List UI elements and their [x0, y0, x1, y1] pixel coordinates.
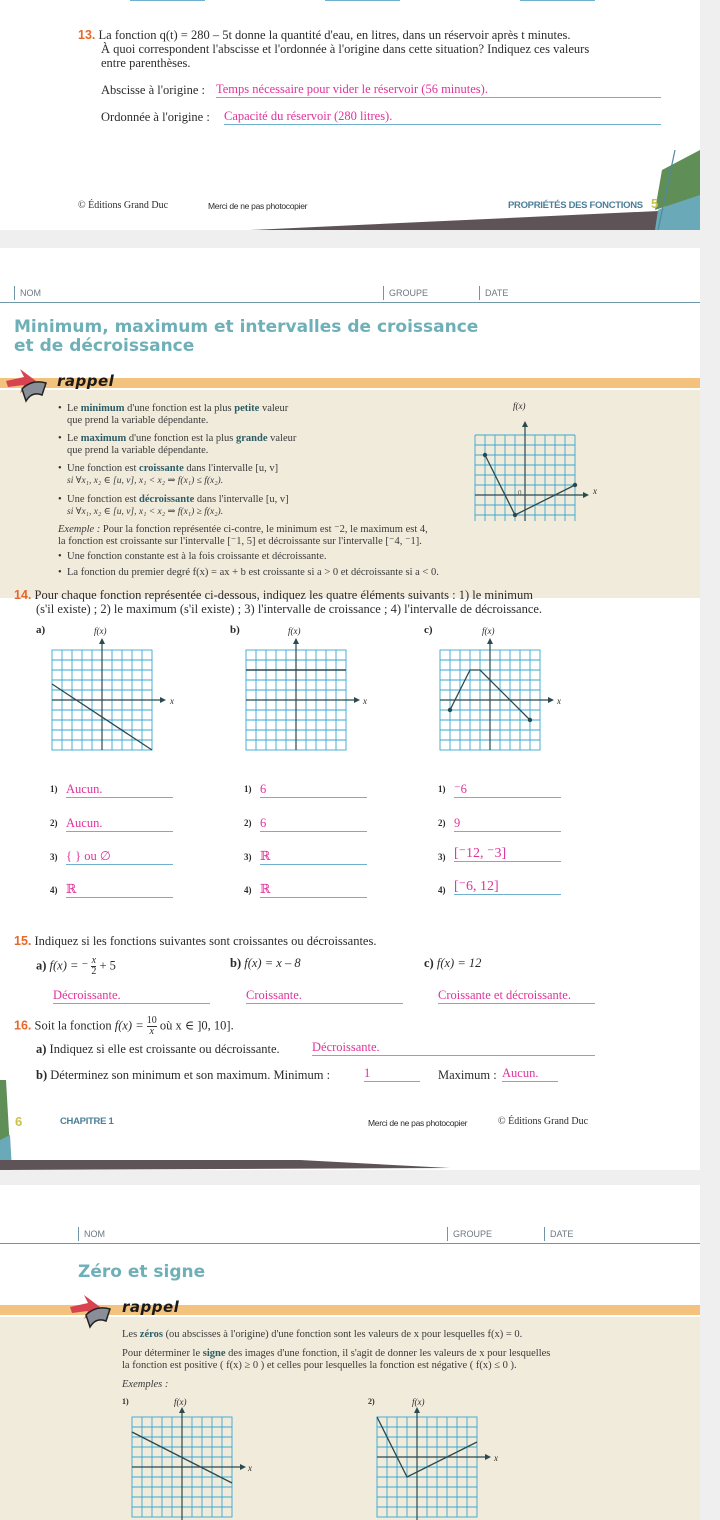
question-14: 14. Pour chaque fonction représentée ci-dessous, indiquez les quatre éléments suivants : 1) le minimum: [14, 588, 533, 602]
answer-field[interactable]: [⁻6, 12]: [454, 879, 561, 895]
rappel-label: rappel: [57, 372, 115, 390]
page-number: 5: [651, 196, 659, 211]
q16-part-a: a) Indiquez si elle est croissante ou décroissante.: [36, 1042, 280, 1056]
graph-x-label: x: [557, 696, 561, 706]
page-corner-decoration: [0, 150, 700, 230]
answer-field[interactable]: Aucun.: [66, 782, 173, 798]
page-title: et de décroissance: [14, 336, 195, 356]
graph-y-label: f(x): [174, 1397, 187, 1407]
footer-chapter: CHAPITRE 1: [60, 1116, 114, 1127]
nom-field[interactable]: NOM: [78, 1227, 105, 1241]
date-field[interactable]: DATE: [479, 286, 508, 300]
answer-line: [325, 0, 400, 1]
answer-field[interactable]: ⁻6: [454, 782, 561, 798]
q16-minimum-field[interactable]: 1: [364, 1066, 420, 1082]
rappel-graph-svg: [473, 411, 608, 521]
page-number: 6: [15, 1114, 23, 1129]
part-b-label: b): [230, 624, 240, 636]
maximum-label: Maximum :: [438, 1068, 497, 1082]
graph-x-label: x: [593, 486, 597, 496]
graph-y-label: f(x): [482, 626, 495, 636]
question-13: [78, 28, 678, 43]
footer-section-title: PROPRIÉTÉS DES FONCTIONS: [508, 200, 643, 211]
question-16: 16. Soit la fonction f(x) = $\frac{10}{x}$ où x ∈ ]0, 10].: [14, 1015, 234, 1037]
q15c-answer-field[interactable]: Croissante et décroissante.: [438, 988, 595, 1004]
groupe-field[interactable]: GROUPE: [383, 286, 428, 300]
answer-line: [130, 0, 205, 1]
answer-field[interactable]: { } ou ∅: [66, 849, 173, 865]
student-info-header: [0, 282, 700, 303]
answer-field[interactable]: 6: [260, 782, 367, 798]
nom-field[interactable]: NOM: [14, 286, 41, 300]
example-2-graph: [375, 1405, 505, 1520]
graph-origin-label: 0: [518, 489, 522, 497]
graph-a: [50, 636, 180, 766]
question-text: entre parenthèses.: [101, 56, 191, 70]
graph-y-label: f(x): [513, 401, 526, 411]
footer-copyright: © Éditions Grand Duc: [78, 200, 169, 211]
footer-copyright: © Éditions Grand Duc: [498, 1116, 589, 1127]
part-c-label: c): [424, 624, 433, 636]
graph-c: [438, 636, 568, 766]
answer-field[interactable]: ℝ: [66, 882, 173, 898]
rappel-signe: Pour déterminer le signe des images d'une fonction, il s'agit de donner les valeurs de x pour lesquelles la fonction est positive ( f(x) ≥ 0 ) et celles pour lesquelles la fonction est négative ( f(x) ≤ 0 ).: [122, 1348, 551, 1371]
q16-part-b: b) Déterminez son minimum et son maximum. Minimum :: [36, 1068, 331, 1082]
groupe-field[interactable]: GROUPE: [447, 1227, 492, 1241]
ordonnee-answer-field[interactable]: Capacité du réservoir (280 litres).: [224, 109, 661, 125]
rappel-bullet-constante: • Une fonction constante est à la fois croissante et décroissante.: [67, 551, 327, 563]
rappel-label: rappel: [122, 1298, 180, 1316]
answer-field[interactable]: 9: [454, 816, 561, 832]
rappel-arrow-icon: [66, 1291, 114, 1331]
rappel-example: Exemple : Pour la fonction représentée ci-contre, le minimum est ⁻2, le maximum est 4, la fonction est croissante sur l'intervalle [⁻1, 5] et décroissante sur l'intervalle [⁻4, ⁻1].: [58, 524, 428, 547]
page-5-bottom: [0, 0, 700, 230]
question-text: À quoi correspondent l'abscisse et l'ordonnée à l'origine dans cette situation? Indiquez ces valeurs: [101, 42, 590, 56]
student-info-header: [0, 1223, 700, 1244]
graph-y-label: f(x): [94, 626, 107, 636]
page-title: Zéro et signe: [78, 1262, 206, 1282]
answer-field[interactable]: 6: [260, 816, 367, 832]
rappel-bullet-minimum: • Le minimum d'une fonction est la plus petite valeur que prend la variable dépendante.: [67, 403, 288, 427]
graph-x-label: x: [494, 1453, 498, 1463]
graph-y-label: f(x): [288, 626, 301, 636]
graph-y-label: f(x): [412, 1397, 425, 1407]
question-text: (s'il existe) ; 2) le maximum (s'il existe) ; 3) l'intervalle de croissance ; 4) l'intervalle de décroissance.: [36, 602, 543, 616]
rappel-bullet-premier-degre: • La fonction du premier degré f(x) = ax + b est croissante si a > 0 et décroissante si a < 0.: [67, 567, 667, 579]
example-1-graph: [130, 1405, 260, 1520]
page-title: Minimum, maximum et intervalles de croissance: [14, 317, 479, 337]
rappel-zeros: Les zéros (ou abscisses à l'origine) d'une fonction sont les valeurs de x pour lesquelles f(x) = 0.: [122, 1329, 523, 1340]
graph-x-label: x: [248, 1463, 252, 1473]
question-number: 13.: [78, 28, 96, 42]
part-a-label: a): [36, 624, 46, 636]
answer-field[interactable]: [⁻12, ⁻3]: [454, 846, 561, 862]
question-text: La fonction q(t) = 280 – 5t donne la quantité d'eau, en litres, dans un réservoir après t minutes.: [98, 28, 571, 42]
q15b-answer-field[interactable]: Croissante.: [246, 988, 403, 1004]
answer-line: [520, 0, 595, 1]
answer-field[interactable]: ℝ: [260, 849, 367, 865]
answer-field[interactable]: ℝ: [260, 882, 367, 898]
rappel-bullet-decroissante: • Une fonction est décroissante dans l'intervalle [u, v] si ∀x₁, x₂ ∈ [u, v], x₁ < x₂ ⇒ f(x₁) ≥ f(x₂).: [67, 494, 289, 518]
page-6: NOM GROUPE DATE Minimum, maximum et intervalles de croissance et de décroissance rappel • Le minimum d'une fonction est la plus petite valeur que prend la variable dépendante. • Le maximum d'une fonction est la plus grande valeur que prend la variable dépendante. • Une fonction est croissante dans l'intervalle [u, v] si ∀x₁, x₂ ∈ [u, v], x₁ < x₂ ⇒ f(x₁) ≤ f(x₂). • Une fonction est décroissante dans l'intervalle [u, v] si ∀x₁, x₂ ∈ [u, v], x₁ < x₂ ⇒ f(x₁) ≥ f(x₂). Exemple : Pour la fonction représentée ci-contre, le minimum est ⁻2, le maximum est 4, la fonction est croissante sur l'intervalle [⁻1, 5] et décroissante sur l'intervalle [⁻4, ⁻1]. • Une fonction constante est à la fois croissante et décroissante. • La fonction du premier degré f(x) = ax + b est croissante si a > 0 et décroissante si a < 0. f(x) x 0 14. Pour chaque fonction représentée ci-dessous, indiquez les quatre éléments suivants : 1) le minimum (s'il existe) ; 2) le maximum (s'il existe) ; 3) l'intervalle de croissance ; 4) l'intervalle de décroissance. a) f(x) x b) f(x) x c) f(x) x 1) Aucun. 2) Aucun. 3) { } ou ∅ 4) ℝ 1) 6 2) 6 3) ℝ 4) ℝ 1) ⁻6 2) 9 3) [⁻12, ⁻3] 4) [⁻6, 12] 15. Indiquez si les fonctions suivantes sont croissantes ou décroissantes. a) f(x) = ⁻ $\frac{x}{2} + 5$ Décroissante. b) f(x) = x – 8 Croissante. c) f(x) = 12 Croissante et décroissante. 16. Soit la fonction f(x) = $\frac{10}{x}$ où x ∈ ]0, 10]. a) Indiquez si elle est croissante ou décroissante. Décroissante. b) Déterminez son minimum et son maximum. Minimum : 1 Maximum : Aucun. 6 CHAPITRE 1 Merci de ne pas photocopier © Éditions Grand Duc: [0, 248, 700, 1170]
ordonnee-label: Ordonnée à l'origine :: [101, 110, 210, 124]
page-7-top: [0, 1185, 700, 1520]
q15-part-c: c) f(x) = 12: [424, 956, 482, 970]
rappel-arrow-icon: [2, 365, 50, 405]
footer-notice: Merci de ne pas photocopier: [208, 201, 308, 211]
examples-label: Exemples :: [122, 1379, 169, 1390]
q15-part-b: b) f(x) = x – 8: [230, 956, 301, 970]
abscisse-answer-field[interactable]: Temps nécessaire pour vider le réservoir (56 minutes).: [216, 82, 661, 98]
answer-field[interactable]: Aucun.: [66, 816, 173, 832]
abscisse-label: Abscisse à l'origine :: [101, 83, 205, 97]
footer-notice: Merci de ne pas photocopier: [368, 1118, 468, 1128]
rappel-bullet-croissante: • Une fonction est croissante dans l'intervalle [u, v] si ∀x₁, x₂ ∈ [u, v], x₁ < x₂ ⇒ f(x₁) ≤ f(x₂).: [67, 463, 278, 487]
question-15: 15. Indiquez si les fonctions suivantes sont croissantes ou décroissantes.: [14, 934, 377, 948]
example-1-label: 1): [122, 1397, 129, 1406]
example-2-label: 2): [368, 1397, 375, 1406]
date-field[interactable]: DATE: [544, 1227, 573, 1241]
rappel-bullet-maximum: • Le maximum d'une fonction est la plus grande valeur que prend la variable dépendante.: [67, 433, 296, 457]
graph-x-label: x: [170, 696, 174, 706]
q16a-answer-field[interactable]: Décroissante.: [312, 1040, 595, 1056]
graph-b: [244, 636, 374, 766]
q16-maximum-field[interactable]: Aucun.: [502, 1066, 558, 1082]
graph-x-label: x: [363, 696, 367, 706]
q15a-answer-field[interactable]: Décroissante.: [53, 988, 210, 1004]
q15-part-a: a) f(x) = ⁻ $\frac{x}{2} + 5$: [36, 955, 116, 977]
